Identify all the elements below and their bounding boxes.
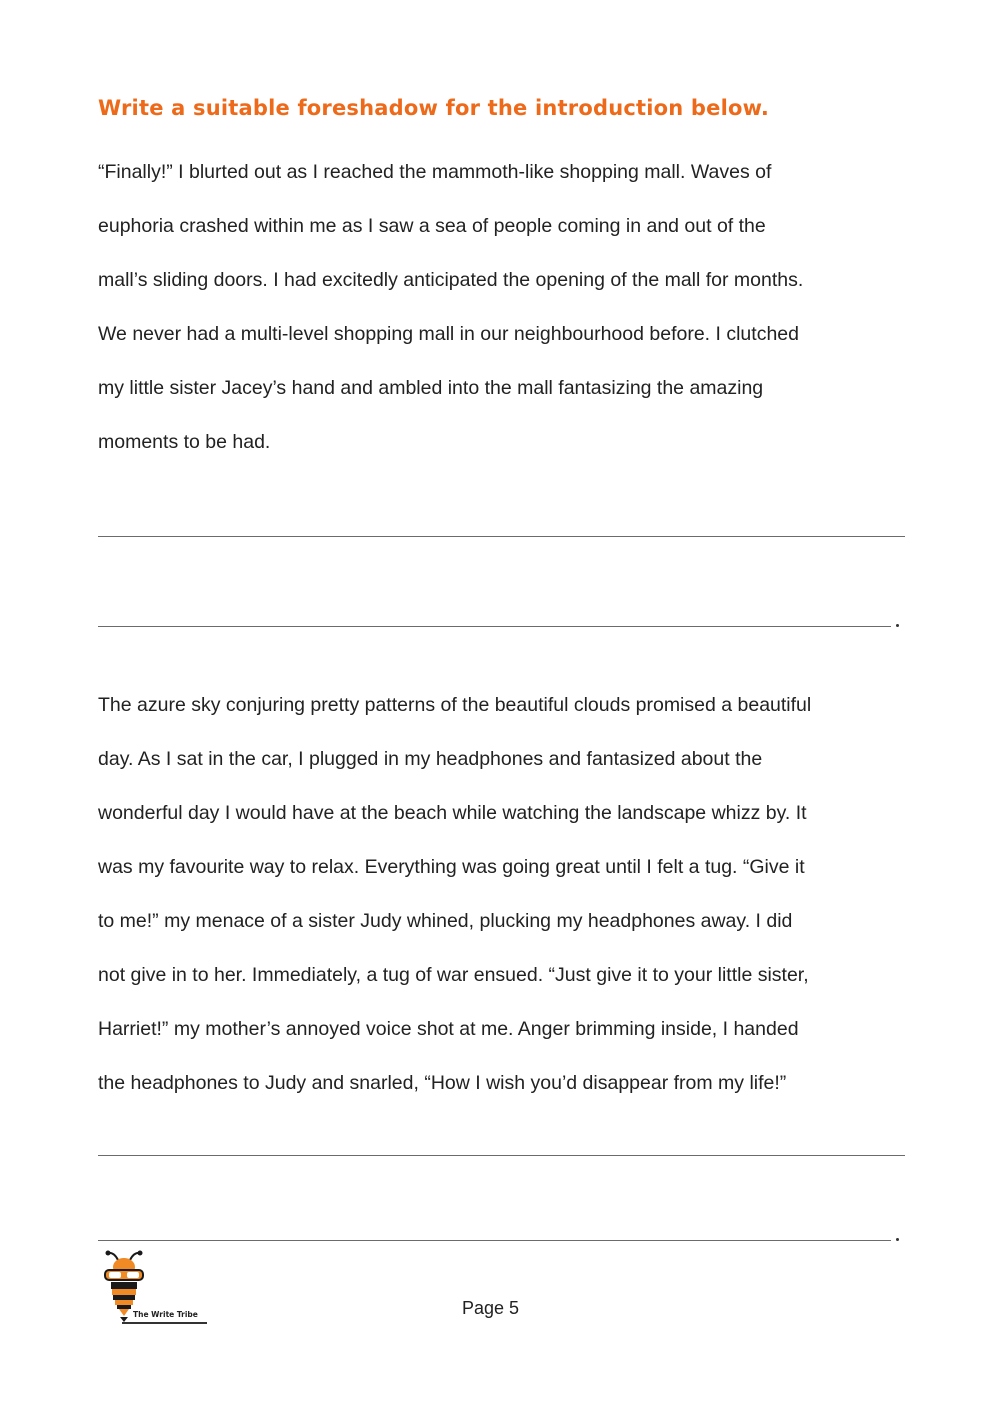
worksheet-heading: Write a suitable foreshadow for the introduction below. xyxy=(98,96,770,120)
passage-line: day. As I sat in the car, I plugged in my headphones and fantasized about the xyxy=(98,748,763,770)
answer-line-period xyxy=(896,1238,899,1241)
passage-line: moments to be had. xyxy=(98,431,271,453)
passage-line: to me!” my menace of a sister Judy whined, plucking my headphones away. I did xyxy=(98,910,793,932)
passage-line: the headphones to Judy and snarled, “How I wish you’d disappear from my life!” xyxy=(98,1072,787,1094)
logo-underline xyxy=(122,1322,207,1324)
answer-line-1[interactable] xyxy=(98,536,905,537)
passage-line: not give in to her. Immediately, a tug of war ensued. “Just give it to your little sister, xyxy=(98,964,809,986)
passage-line: “Finally!” I blurted out as I reached the mammoth-like shopping mall. Waves of xyxy=(98,161,772,183)
answer-line-4[interactable] xyxy=(98,1240,891,1241)
passage-line: euphoria crashed within me as I saw a sea of people coming in and out of the xyxy=(98,215,766,237)
answer-line-period xyxy=(896,624,899,627)
answer-line-3[interactable] xyxy=(98,1155,905,1156)
passage-line: The azure sky conjuring pretty patterns of the beautiful clouds promised a beautiful xyxy=(98,694,812,716)
passage-line: Harriet!” my mother’s annoyed voice shot at me. Anger brimming inside, I handed xyxy=(98,1018,799,1040)
passage-line: mall’s sliding doors. I had excitedly anticipated the opening of the mall for months. xyxy=(98,269,804,291)
passage-line: We never had a multi-level shopping mall in our neighbourhood before. I clutched xyxy=(98,323,799,345)
passage-line: wonderful day I would have at the beach while watching the landscape whizz by. It xyxy=(98,802,807,824)
introduction-passage-1 xyxy=(98,157,908,481)
the-write-tribe-logo xyxy=(100,1250,210,1328)
logo-text: The Write Tribe xyxy=(133,1310,198,1319)
passage-line: my little sister Jacey’s hand and ambled into the mall fantasizing the amazing xyxy=(98,377,764,399)
introduction-passage-2 xyxy=(98,690,908,1122)
page-number: Page 5 xyxy=(462,1298,520,1318)
answer-line-2[interactable] xyxy=(98,626,891,627)
passage-line: was my favourite way to relax. Everything was going great until I felt a tug. “Give it xyxy=(98,856,805,878)
